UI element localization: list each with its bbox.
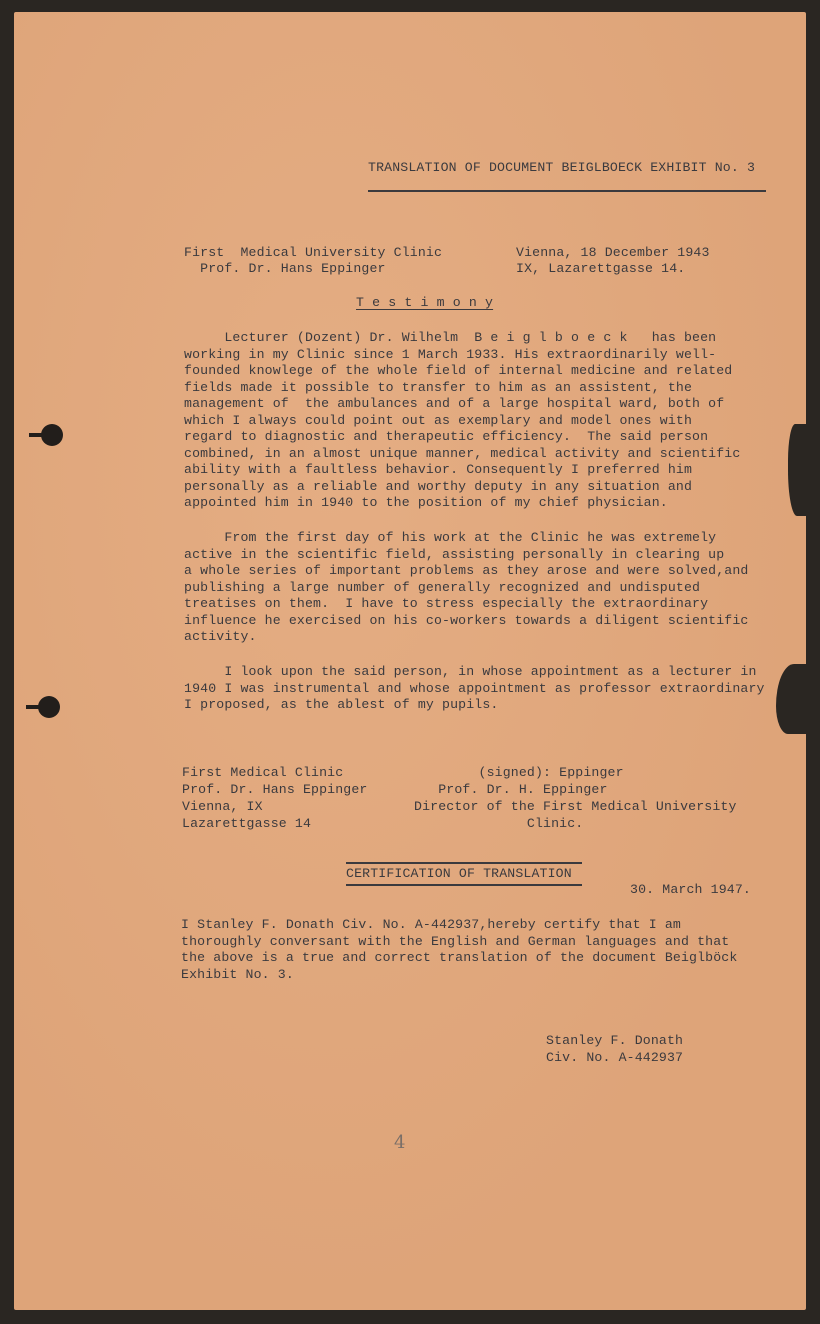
testimony-heading: T e s t i m o n y (356, 295, 494, 310)
paragraph-line: influence he exercised on his co-workers towards a diligent scientific (184, 612, 749, 628)
closing-right-2: Prof. Dr. H. Eppinger (414, 782, 608, 797)
paragraph-line: appointed him in 1940 to the position of my chief physician. (184, 495, 668, 510)
paragraph-line: which I always could point out as exemplary and model ones with (184, 412, 693, 428)
paragraph-line: combined, in an almost unique manner, medical activity and scientific (184, 445, 741, 461)
edge-tear-lower (776, 664, 806, 734)
letterhead-right-2: IX, Lazarettgasse 14. (516, 261, 686, 276)
paragraph-line: management of the ambulances and of a large hospital ward, both of (184, 396, 725, 411)
closing-left-3: Vienna, IX (182, 799, 263, 814)
paragraph-line: active in the scientific field, assisting personally in clearing up (184, 546, 725, 562)
letterhead-left-1: First Medical University Clinic (184, 245, 443, 260)
closing-left-1: First Medical Clinic (182, 765, 344, 780)
closing-left-2: Prof. Dr. Hans Eppinger (182, 782, 368, 797)
certification-line: Exhibit No. 3. (181, 966, 294, 982)
closing-left-4: Lazarettgasse 14 (182, 816, 312, 831)
paragraph-line: personally as a reliable and worthy deputy in any situation and (184, 478, 693, 494)
punch-hole-top (41, 424, 63, 446)
page-number: 4 (394, 1132, 406, 1153)
closing-right-4: Clinic. (414, 816, 584, 831)
paragraph-line: publishing a large number of generally recognized and undisputed (184, 579, 701, 595)
document-title: TRANSLATION OF DOCUMENT BEIGLBOECK EXHIBIT No. 3 (368, 160, 756, 175)
paragraph-line: From the first day of his work at the Clinic he was extremely (184, 530, 717, 545)
certification-line: thoroughly conversant with the English and German languages and that (181, 933, 730, 949)
paragraph-line: fields made it possible to transfer to him as an assistent, the (184, 379, 693, 395)
paragraph-line: activity. (184, 629, 257, 644)
paragraph-line: founded knowlege of the whole field of internal medicine and related (184, 363, 733, 378)
certification-title: CERTIFICATION OF TRANSLATION (346, 866, 572, 881)
certification-line: the above is a true and correct translation of the document Beiglböck (181, 950, 738, 965)
closing-right-3: Director of the First Medical University (414, 799, 737, 814)
punch-hole-bottom (38, 696, 60, 718)
letterhead-left-2: Prof. Dr. Hans Eppinger (184, 261, 386, 276)
paragraph-line: treatises on them. I have to stress especially the extraordinary (184, 596, 709, 611)
translator-name: Stanley F. Donath (546, 1033, 684, 1048)
title-rule (368, 190, 766, 192)
paragraph-line: working in my Clinic since 1 March 1933. His extraordinarily well- (184, 346, 717, 362)
certification-rule-bottom (346, 884, 582, 886)
certification-rule-top (346, 862, 582, 864)
paragraph-line: I look upon the said person, in whose appointment as a lecturer in (184, 664, 757, 679)
paragraph-line: Lecturer (Dozent) Dr. Wilhelm B e i g l b o e c k has been (184, 330, 717, 345)
paragraph-line: a whole series of important problems as they arose and were solved,and (184, 563, 749, 578)
paragraph-line: ability with a faultless behavior. Consequently I preferred him (184, 462, 693, 477)
paragraph-line: I proposed, as the ablest of my pupils. (184, 697, 499, 712)
document-page (14, 12, 806, 1310)
paragraph-line: 1940 I was instrumental and whose appointment as professor extraordinary (184, 680, 765, 696)
paragraph-line: regard to diagnostic and therapeutic efficiency. The said person (184, 429, 709, 444)
edge-tear-upper (788, 424, 806, 516)
closing-right-1: (signed): Eppinger (414, 765, 624, 780)
certification-line: I Stanley F. Donath Civ. No. A-442937,hereby certify that I am (181, 917, 681, 932)
translator-civ-no: Civ. No. A-442937 (546, 1050, 684, 1065)
letterhead-right-1: Vienna, 18 December 1943 (516, 245, 710, 260)
certification-date: 30. March 1947. (630, 882, 751, 897)
